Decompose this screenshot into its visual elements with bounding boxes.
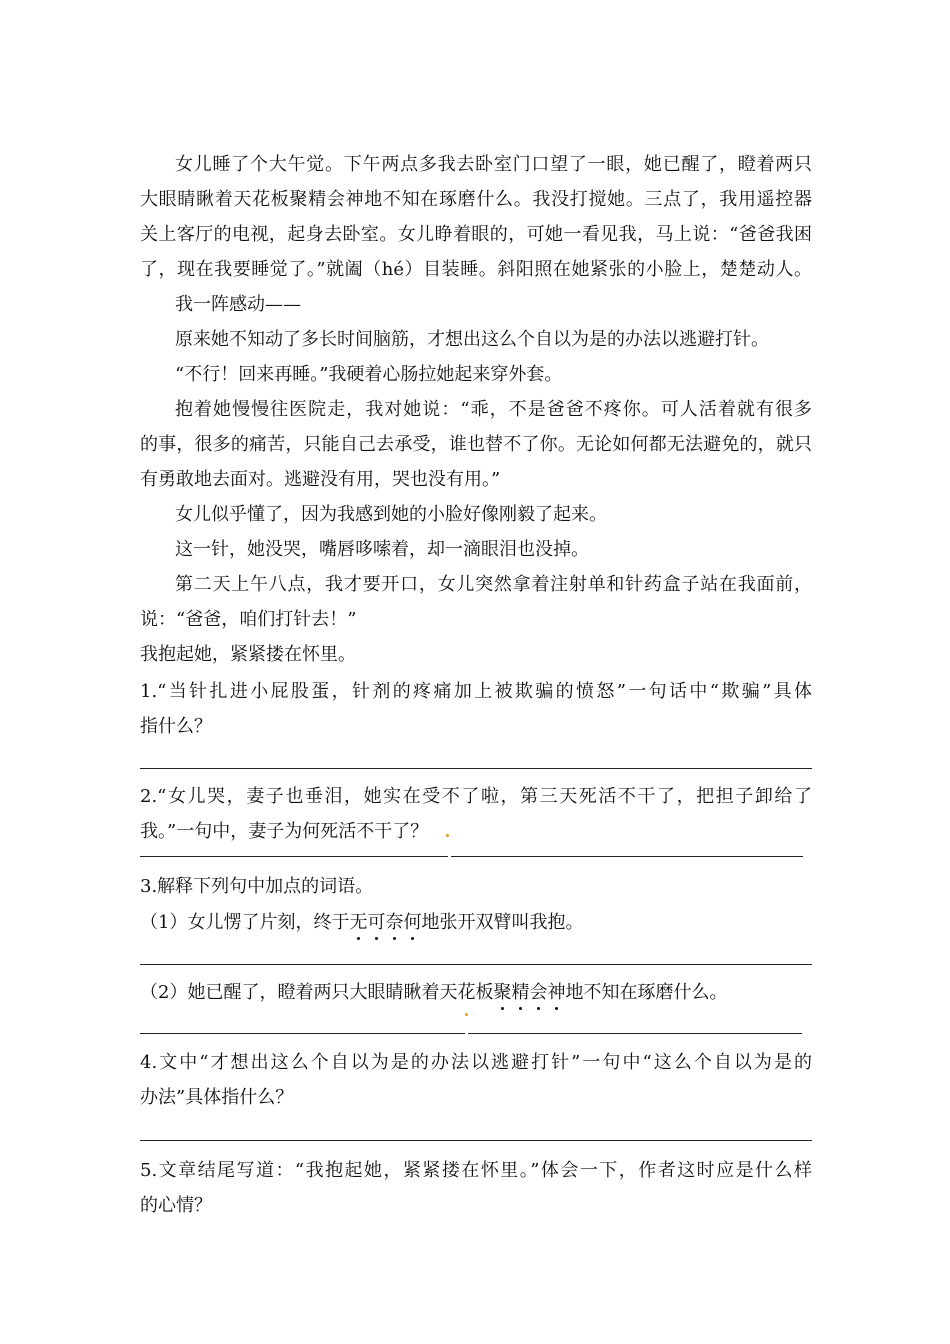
passage-line: 了，现在我要睡觉了。”就阖（hé）目装睡。斜阳照在她紧张的小脸上，楚楚动人。 <box>140 259 812 280</box>
question-3-1-text <box>140 910 583 936</box>
question-3-title: 3.解释下列句中加点的词语。 <box>140 876 374 897</box>
emphasis-char: 聚 <box>493 982 512 1003</box>
question-2-text: 我。”一句中，妻子为何死活不干了？ <box>140 821 429 842</box>
question-3-1-pre: （1）女儿愣了片刻，终于 <box>140 912 350 933</box>
question-5-text: 5.文章结尾写道：“我抱起她，紧紧搂在怀里。”体会一下，作者这时应是什么样 <box>140 1160 812 1181</box>
passage-line: 第二天上午八点，我才要开口，女儿突然拿着注射单和针药盒子站在我面前， <box>175 574 812 595</box>
question-3-2-text <box>140 980 727 1006</box>
question-5-text: 的心情？ <box>140 1195 212 1216</box>
passage-line: 女儿睡了个大午觉。下午两点多我去卧室门口望了一眼，她已醒了，瞪着两只 <box>175 154 812 175</box>
passage-line: 有勇敢地去面对。逃避没有用，哭也没有用。” <box>140 469 501 490</box>
answer-line-3-2b[interactable] <box>468 1033 802 1034</box>
question-2-text: 2.“女儿哭，妻子也垂泪，她实在受不了啦，第三天死活不干了，把担子卸给了 <box>140 786 812 807</box>
passage-line: 大眼睛瞅着天花板聚精会神地不知在琢磨什么。我没打搅她。三点了，我用遥控器 <box>140 189 812 210</box>
answer-line-2a[interactable] <box>140 856 448 857</box>
answer-line-1[interactable] <box>140 768 812 769</box>
passage-line: 我一阵感动—— <box>175 294 301 315</box>
passage-line: 我抱起她，紧紧搂在怀里。 <box>140 644 356 665</box>
passage-line: 说：“爸爸，咱们打针去！” <box>140 609 357 630</box>
question-1-text: 指什么？ <box>140 716 212 737</box>
passage-line: “不行！回来再睡。”我硬着心肠拉她起来穿外套。 <box>175 364 563 385</box>
question-3-2-pre: （2）她已醒了，瞪着两只大眼睛瞅着天花板 <box>140 982 494 1003</box>
passage-line: 女儿似乎懂了，因为我感到她的小脸好像刚毅了起来。 <box>175 504 607 525</box>
question-3-1-post: 地张开双臂叫我抱。 <box>421 912 584 933</box>
passage-line: 关上客厅的电视，起身去卧室。女儿睁着眼的，可她一看见我，马上说：“爸爸我困 <box>140 224 812 245</box>
passage-line: 的事，很多的痛苦，只能自己去承受，谁也替不了你。无论如何都无法避免的，就只 <box>140 434 812 455</box>
answer-line-4[interactable] <box>140 1140 812 1141</box>
emphasis-char: 会 <box>529 982 548 1003</box>
answer-line-3-1[interactable] <box>140 964 812 965</box>
emphasis-char: 精 <box>511 982 530 1003</box>
emphasis-char: 奈 <box>385 912 404 933</box>
accent-dot <box>446 834 449 837</box>
answer-line-3-2a[interactable] <box>140 1033 465 1034</box>
emphasis-char: 何 <box>403 912 422 933</box>
passage-line: 抱着她慢慢往医院走，我对她说：“乖，不是爸爸不疼你。可人活着就有很多 <box>175 399 812 420</box>
answer-line-2b[interactable] <box>451 856 803 857</box>
passage-line: 这一针，她没哭，嘴唇哆嗦着，却一滴眼泪也没掉。 <box>175 539 589 560</box>
passage-line: 原来她不知动了多长时间脑筋，才想出这么个自以为是的办法以逃避打针。 <box>175 329 769 350</box>
emphasis-char: 神 <box>547 982 566 1003</box>
emphasis-char: 可 <box>367 912 386 933</box>
question-3-2-post: 地不知在琢磨什么。 <box>565 982 728 1003</box>
emphasis-char: 无 <box>349 912 368 933</box>
question-4-text: 办法”具体指什么？ <box>140 1087 294 1108</box>
accent-dot <box>465 1013 468 1016</box>
question-4-text: 4.文中“才想出这么个自以为是的办法以逃避打针”一句中“这么个自以为是的 <box>140 1052 812 1073</box>
question-1-text: 1.“当针扎进小屁股蛋，针剂的疼痛加上被欺骗的愤怒”一句话中“欺骗”具体 <box>140 681 812 702</box>
